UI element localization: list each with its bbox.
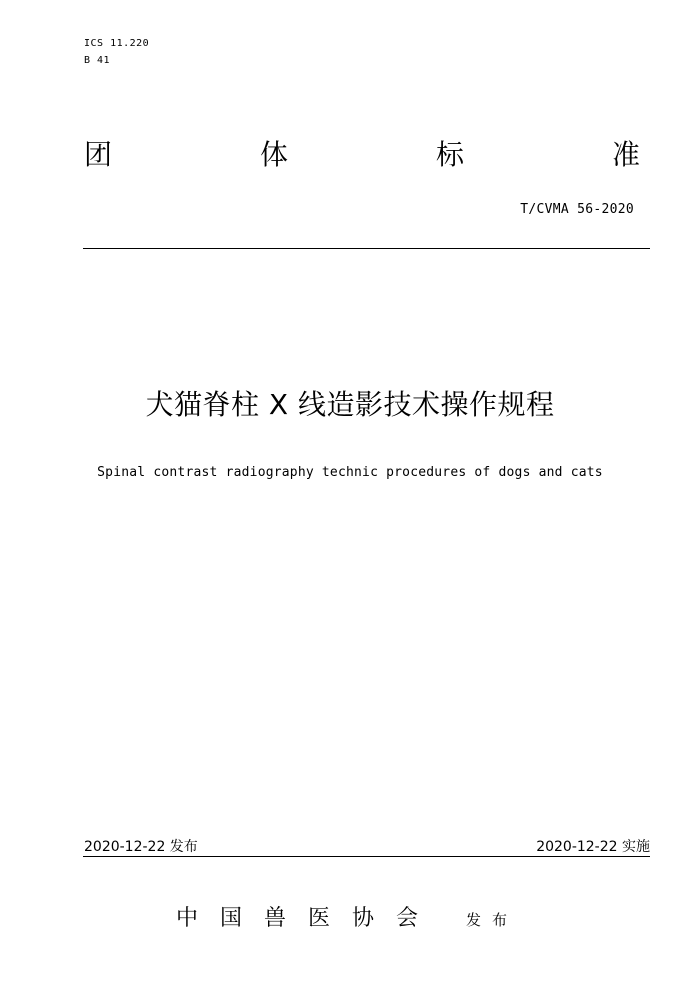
ics-code: ICS 11.220 [84,38,150,49]
category-char: 团 [84,138,113,171]
publisher-action: 发布 [466,911,519,929]
standard-category-title [84,135,640,175]
category-char: 标 [435,138,464,171]
category-char: 准 [611,138,640,171]
publisher-name: 中国兽医协会 [176,906,441,931]
standard-number: T/CVMA 56-2020 [520,202,634,217]
publisher-line [176,905,518,934]
category-char: 体 [259,138,288,171]
ccs-code: B 41 [84,55,111,66]
header-divider [83,248,650,249]
issue-date: 2020-12-22 发布 [84,839,198,855]
document-title-english: Spinal contrast radiography technic procedures of dogs and cats [97,465,603,480]
implementation-date: 2020-12-22 实施 [536,839,650,855]
document-title-chinese: 犬猫脊柱 X 线造影技术操作规程 [145,388,555,421]
footer-divider [83,856,650,857]
